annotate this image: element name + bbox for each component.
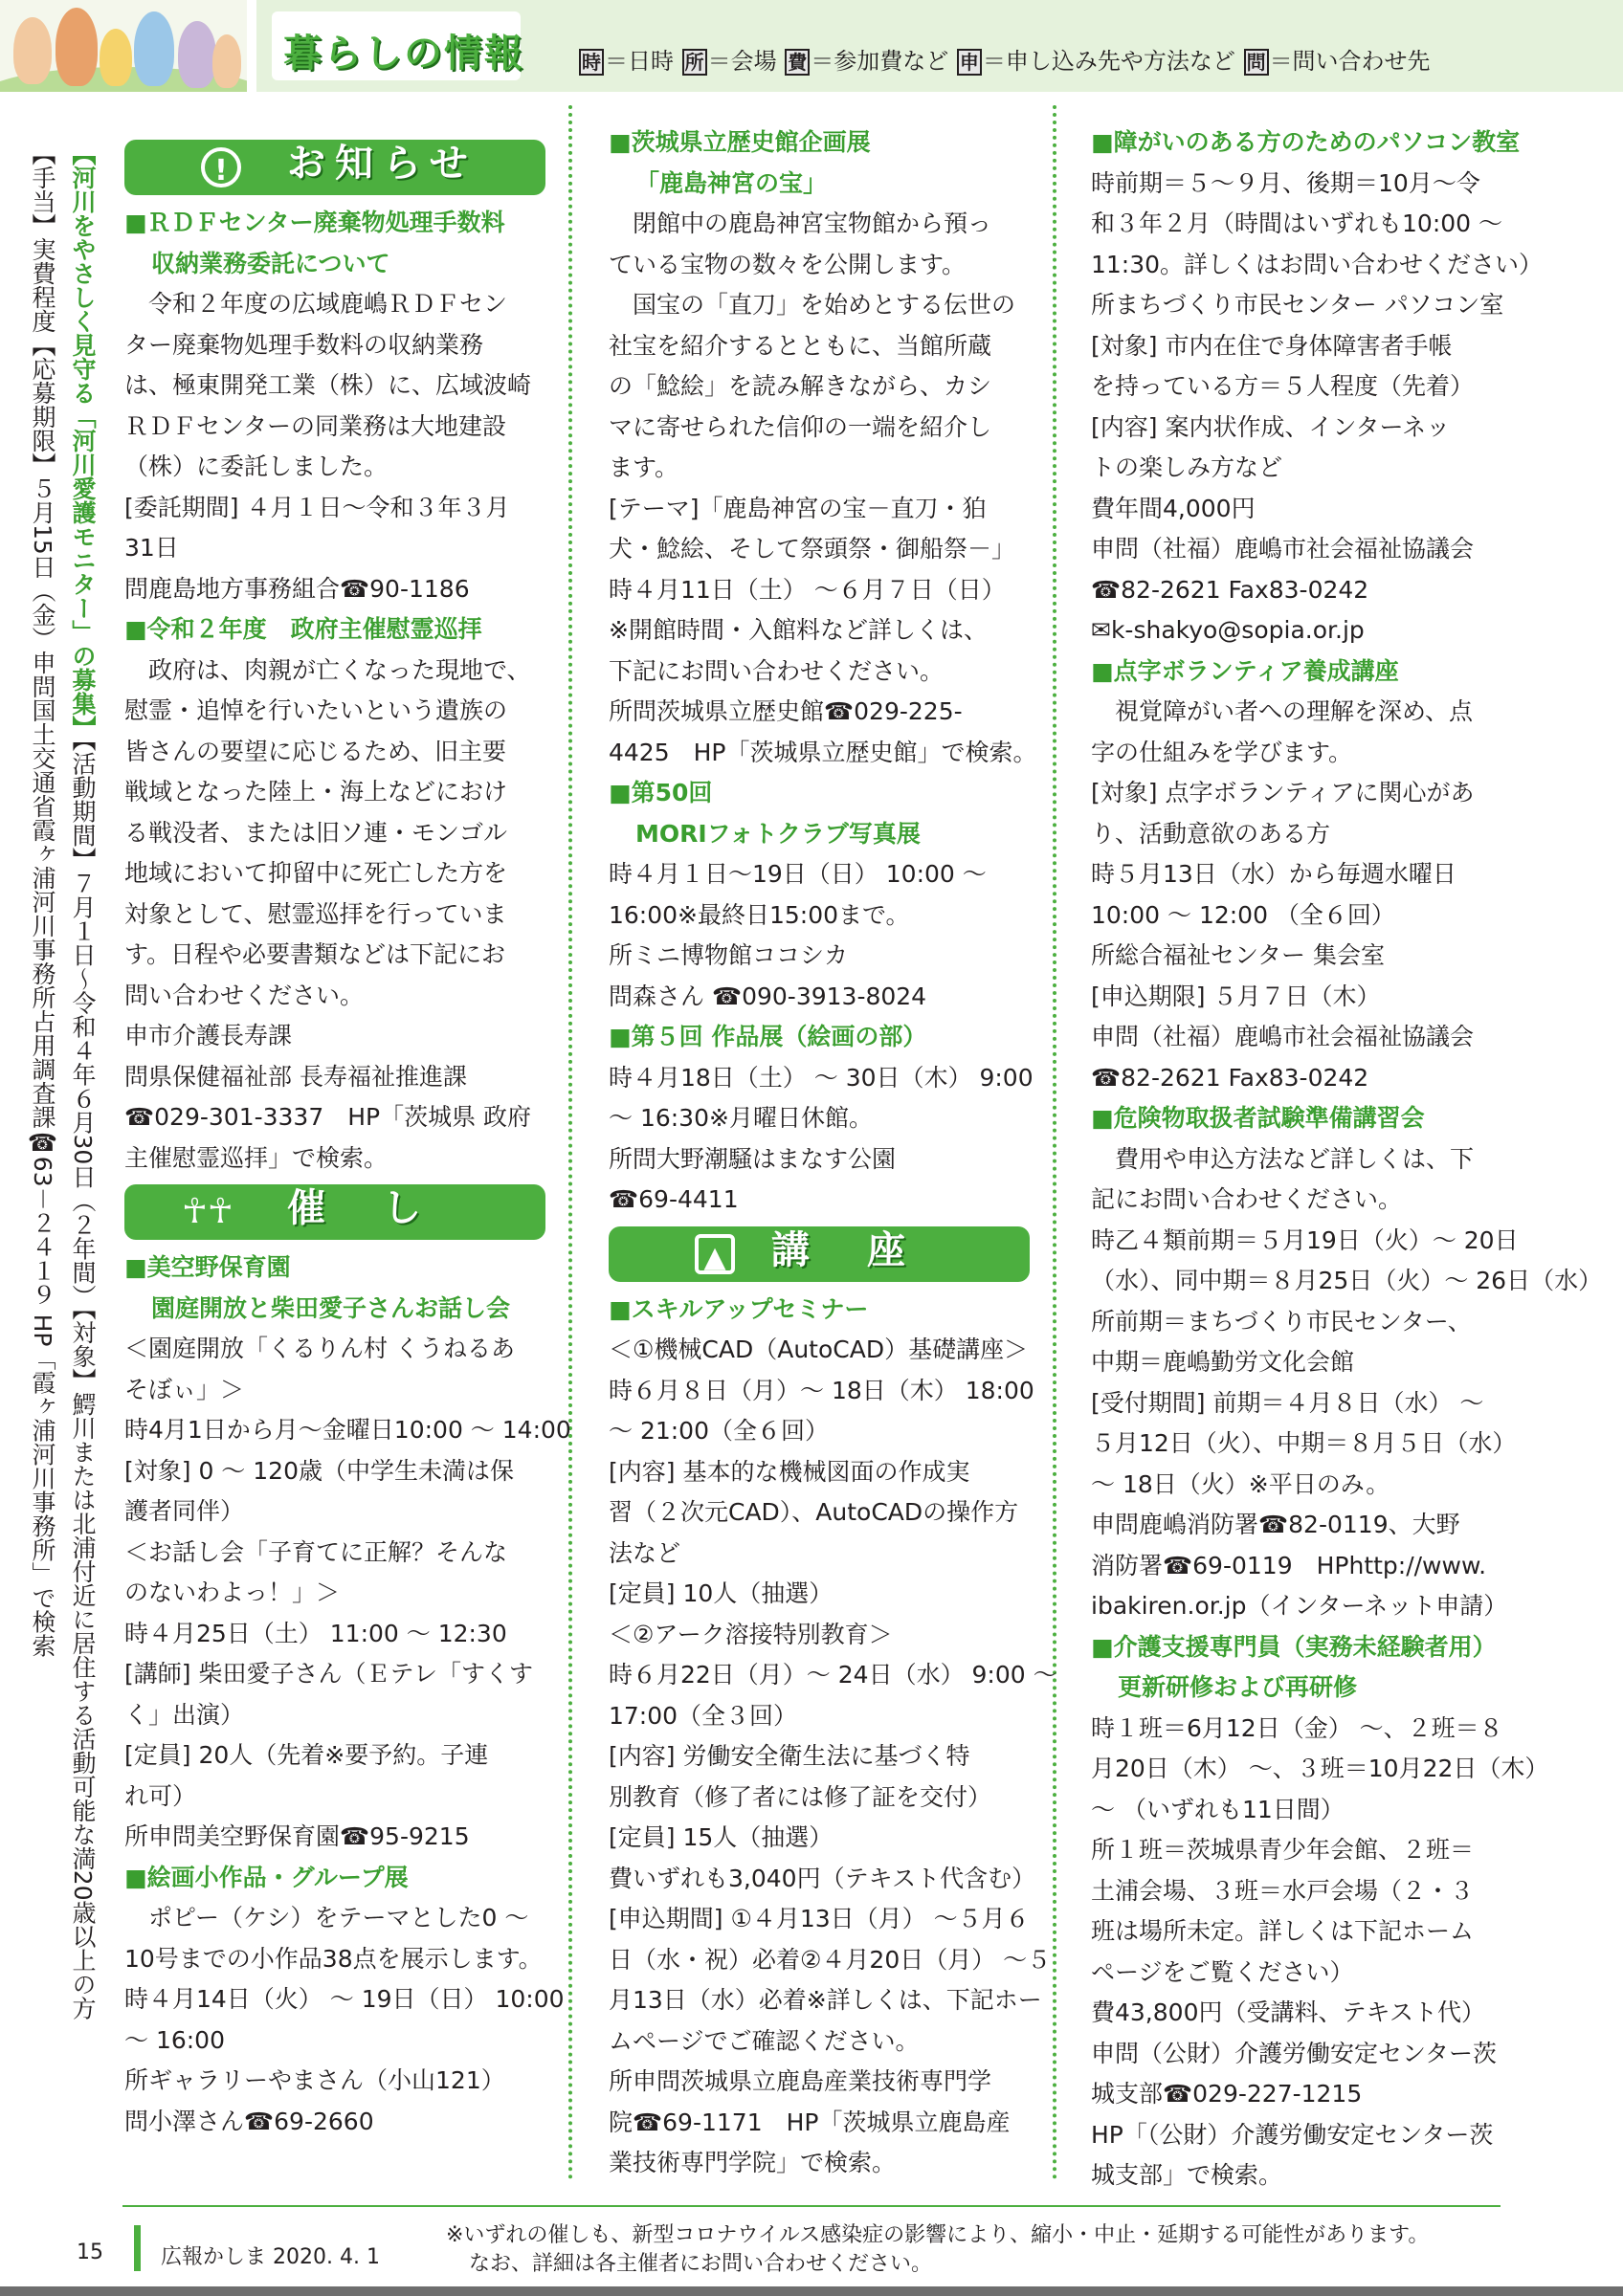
text-line: 申問（社福）鹿嶋市社会福祉協議会 [1091, 535, 1475, 563]
text-line: 10号までの小作品38点を展示します。 [124, 1944, 543, 1973]
item-heading: ■第50回 [609, 779, 713, 806]
text-line: 中期＝鹿嶋勤労文化会館 [1091, 1348, 1355, 1376]
legend-key: 所 [682, 49, 707, 76]
people-icon: ☥☥ [182, 1192, 233, 1231]
text-line: 10:00 ～ 12:00 （全６回） [1091, 900, 1395, 929]
text-line: 月20日（木） ～、３班＝10月22日（木） [1091, 1755, 1549, 1782]
section-title [272, 11, 524, 80]
text-line: 問森さん ☎090-3913-8024 [609, 982, 927, 1010]
column-c [1091, 122, 1603, 2197]
text-line: 記にお問い合わせください。 [1091, 1185, 1403, 1213]
text-line: ☎029-301-3337 HP「茨城県 政府 [124, 1103, 532, 1131]
text-line: 消防署☎69-0119 HPhttp://www. [1091, 1551, 1487, 1579]
text-line: ～ 18日（火）※平日のみ。 [1091, 1469, 1390, 1498]
text-line: 所総合福祉センター 集会室 [1091, 941, 1385, 969]
text-line: 所申問美空野保育園☎95-9215 [124, 1822, 470, 1850]
text-line: 時前期＝５～９月、後期＝10月～令 [1091, 168, 1480, 197]
text-line: 法など [609, 1538, 681, 1567]
text-line: を持っている方＝５人程度（先着） [1091, 372, 1475, 400]
text-line: 時５月13日（水）から毎週水曜日 [1091, 860, 1456, 888]
text-line: 16:00※最終日15:00まで。 [609, 900, 910, 929]
item-heading: MORIフォトクラブ写真展 [635, 819, 921, 848]
text-line: [内容] 労働安全衛生法に基づく特 [609, 1742, 970, 1770]
text-line: ～ （いずれも11日間） [1091, 1795, 1345, 1823]
text-line: 費年間4,000円 [1091, 494, 1256, 522]
vertical-body: 【活動期間】７月１日～令和４年６月30日（２年間）【対象】鰐川または北浦付近に居住する活動可能な満20歳以上の方 [69, 740, 97, 2020]
text-line: ＜②アーク溶接特別教育＞ [609, 1620, 893, 1648]
text-line: 犬・鯰絵、そして祭頭祭・御船祭－」 [609, 535, 1016, 563]
text-line: [内容] 基本的な機械図面の作成実 [609, 1457, 970, 1486]
notice-list [124, 203, 545, 1179]
page-header [0, 0, 1623, 91]
text-line: 費用や申込方法など詳しくは、下 [1091, 1144, 1475, 1173]
text-line: [受付期間] 前期＝４月８日（水） ～ [1091, 1388, 1484, 1417]
text-line: ＜①機械CAD（AutoCAD）基礎講座＞ [609, 1336, 1029, 1363]
text-line: 所まちづくり市民センター パソコン室 [1091, 291, 1504, 319]
text-line: 慰霊・追悼を行いたいという遺族の [124, 696, 508, 724]
legend-key: 問 [1244, 49, 1269, 76]
text-line: 時４月１日～19日（日） 10:00 ～ [609, 860, 987, 888]
text-line: は、極東開発工業（株）に、広域波崎 [124, 371, 532, 399]
text-line: 国宝の「直刀」を始めとする伝世の [609, 291, 1016, 319]
text-line: [委託期間] ４月１日～令和３年３月 [124, 493, 510, 521]
legend-key: 費 [785, 49, 810, 76]
text-line: [対象] 点字ボランティアに関心があ [1091, 779, 1475, 806]
text-line: 班は場所未定。詳しくは下記ホーム [1091, 1917, 1475, 1945]
section-title-text: 暮らしの情報 [283, 32, 524, 76]
column-divider [568, 105, 572, 2181]
text-line: 字の仕組みを学びます。 [1091, 738, 1353, 766]
text-line: 申問（公財）介護労働安定センター茨 [1091, 2039, 1498, 2067]
text-line: トの楽しみ方など [1091, 453, 1283, 481]
text-line: （株）に委託しました。 [124, 453, 389, 480]
text-line: ムページでご確認ください。 [609, 2026, 920, 2055]
text-line: ＜園庭開放「くるりん村 くうねるあ [124, 1335, 515, 1362]
banner-notice [124, 140, 545, 195]
item-heading: ■スキルアップセミナー [609, 1294, 869, 1323]
text-line: 問鹿島地方事務組合☎90-1186 [124, 574, 470, 603]
text-line: 問小澤さん☎69-2660 [124, 2107, 374, 2135]
legend-text: ＝日時 [605, 48, 674, 75]
text-line: 時６月22日（月）～ 24日（水） 9:00 ～ [609, 1661, 1057, 1689]
item-heading: ■美空野保育園 [124, 1253, 291, 1281]
item-heading: ■絵画小作品・グループ展 [124, 1863, 409, 1891]
item-heading: ■茨城県立歴史館企画展 [609, 128, 871, 156]
text-line: 時１班＝6月12日（金） ～、２班＝８ [1091, 1713, 1503, 1742]
legend-key: 申 [957, 49, 982, 76]
text-line: [申込期間] ①４月13日（月） ～５月６ [609, 1905, 1030, 1932]
vertical-column-2 [67, 142, 98, 2055]
text-line: く」出演） [124, 1700, 245, 1729]
column-divider [1053, 105, 1056, 2181]
text-line: ＜お話し会「子育てに正解？そんな [124, 1537, 508, 1566]
text-line: ✉k-shakyo@sopia.or.jp [1091, 616, 1365, 644]
text-line: り、活動意欲のある方 [1091, 819, 1331, 848]
text-line: 日（水・祝）必着②４月20日（月） ～５ [609, 1945, 1052, 1974]
text-line: マに寄せられた信仰の一端を紹介し [609, 412, 992, 441]
vertical-heading: 【河川をやさしく見守る「河川愛護モニター」の募集】 [69, 142, 97, 740]
text-line: 戦域となった陸上・海上などにおけ [124, 778, 508, 806]
text-line: 費43,800円（受講料、テキスト代） [1091, 1998, 1485, 2026]
text-line: 費いずれも3,040円（テキスト代含む） [609, 1864, 1036, 1892]
text-line: 時4月1日から月～金曜日10:00 ～ 14:00 [124, 1416, 571, 1444]
text-line: ibakiren.or.jp（インターネット申請） [1091, 1592, 1508, 1620]
text-line: ５月12日（火）、中期＝８月５日（水） [1091, 1429, 1517, 1457]
column-b [609, 122, 1057, 2184]
item-heading: ■令和２年度 政府主催慰霊巡拝 [124, 615, 482, 643]
text-line: [講師] 柴田愛子さん（Ｅテレ「すくす [124, 1660, 533, 1688]
exclamation-icon: ! [201, 147, 241, 188]
text-line: 対象として、慰霊巡拝を行っていま [124, 899, 507, 928]
item-heading: ■介護支援専門員（実務未経験者用） [1091, 1632, 1497, 1661]
text-line: 31日 [124, 534, 179, 562]
legend-text: ＝参加費など [811, 48, 949, 75]
item-heading: ■点字ボランティア養成講座 [1091, 656, 1399, 685]
text-line: 時４月11日（土） ～６月７日（日） [609, 575, 1006, 604]
text-line: 和３年２月（時間はいずれも10:00 ～ [1091, 210, 1502, 237]
text-line: 院☎69-1171 HP「茨城県立鹿島産 [609, 2108, 1011, 2136]
footer-accent [134, 2225, 141, 2271]
text-line: ます。 [609, 453, 679, 481]
text-line: [テーマ]「鹿島神宮の宝－直刀・狛 [609, 494, 987, 522]
text-line: 所申問茨城県立鹿島産業技術専門学 [609, 2067, 992, 2095]
legend-key: 時 [579, 49, 604, 76]
footnote-line-2: なお、詳細は各主催者にお問い合わせください。 [469, 2252, 933, 2276]
text-line: 業技術専門学院」で検索。 [609, 2149, 897, 2176]
text-line: ☎82-2621 Fax83-0242 [1091, 1063, 1369, 1092]
events-list [124, 1247, 571, 2142]
item-heading: 更新研修および再研修 [1118, 1673, 1358, 1701]
text-line: 城支部」で検索。 [1091, 2161, 1283, 2189]
banner-events-text: 催 し [287, 1186, 431, 1230]
text-line: 政府は、肉親が亡くなった現地で、 [124, 655, 531, 684]
legend-text: ＝会場 [707, 48, 777, 75]
text-line: [定員] 10人（抽選） [609, 1579, 834, 1607]
item-heading: ■障がいのある方のためのパソコン教室 [1091, 128, 1521, 156]
text-line: そぼぃ」＞ [124, 1375, 245, 1403]
bottom-bar [0, 2286, 1623, 2296]
text-line: のないわよっ！」＞ [124, 1578, 341, 1606]
text-line: 下記にお問い合わせください。 [609, 656, 945, 685]
text-line: ポピー（ケシ）をテーマとした0 ～ [124, 1904, 529, 1932]
legend-text: ＝問い合わせ先 [1269, 48, 1431, 75]
text-line: [内容] 案内状作成、インターネッ [1091, 412, 1451, 441]
text-line: 地域において抑留中に死亡した方を [124, 859, 508, 887]
text-line: [申込期限] ５月７日（木） [1091, 982, 1381, 1010]
banner-courses-text: 講 座 [771, 1227, 915, 1272]
item-heading: ■ＲＤＦセンター廃棄物処理手数料 [124, 209, 505, 236]
text-line: 17:00（全３回） [609, 1701, 798, 1730]
text-line: [定員] 15人（抽選） [609, 1823, 834, 1851]
item-heading: 収納業務委託について [151, 249, 390, 277]
text-line: 時６月８日（月）～ 18日（木） 18:00 [609, 1376, 1034, 1404]
text-line: 所問大野潮騒はまなす公園 [609, 1144, 897, 1173]
text-line: [対象] 0 ～ 120歳（中学生未満は保 [124, 1456, 514, 1485]
text-line: [定員] 20人（先着※要予約。子連 [124, 1741, 489, 1769]
text-line: 時４月14日（火） ～ 19日（日） 10:00 [124, 1985, 565, 2013]
legend-text: ＝申し込み先や方法など [982, 48, 1235, 75]
text-line: ＲＤＦセンターの同業務は大地建設 [124, 411, 507, 440]
text-line: 社宝を紹介するとともに、当館所蔵 [609, 331, 992, 360]
symbol-legend [578, 42, 1431, 76]
text-line: 皆さんの要望に応じるため、旧主要 [124, 737, 507, 765]
text-line: ページをご覧ください） [1091, 1957, 1354, 1986]
courses-list-2 [1091, 122, 1603, 2197]
courses-list [609, 1290, 1057, 2184]
text-line: 別教育（修了者には修了証を交付） [609, 1782, 992, 1811]
banner-courses [609, 1226, 1030, 1282]
text-line: る戦没者、または旧ソ連・モンゴル [124, 818, 508, 847]
text-line: ☎69-4411 [609, 1185, 739, 1213]
text-line: 護者同伴） [124, 1497, 245, 1525]
text-line: 所ミニ博物館ココシカ [609, 941, 849, 969]
banner-events [124, 1184, 545, 1240]
stamp-icon: ▲ [695, 1234, 735, 1274]
item-heading: 園庭開放と柴田愛子さんお話し会 [151, 1293, 511, 1322]
text-line: 月13日（水）必着※詳しくは、下記ホー [609, 1986, 1042, 2014]
text-line: 習（２次元CAD）、AutoCADの操作方 [609, 1498, 1019, 1526]
text-line: ター廃棄物処理手数料の収納業務 [124, 330, 484, 359]
text-line: 所問茨城県立歴史館☎029-225- [609, 697, 963, 725]
family-illustration [0, 0, 247, 92]
text-line: ※開館時間・入館料など詳しくは、 [609, 616, 988, 644]
item-heading: ■第５回 作品展（絵画の部） [609, 1023, 927, 1050]
banner-notice-text: お知らせ [287, 142, 478, 186]
text-line: 主催慰霊巡拝」で検索。 [124, 1143, 389, 1172]
text-line: 閉館中の鹿島神宮宝物館から預っ [609, 210, 992, 237]
page-number: 15 [77, 2241, 103, 2264]
text-line: の「鯰絵」を読み解きながら、カシ [609, 372, 992, 400]
column-a [124, 134, 571, 2142]
text-line: 申問鹿嶋消防署☎82-0119、大野 [1091, 1511, 1460, 1538]
text-line: 問県保健福祉部 長寿福祉推進課 [124, 1062, 467, 1091]
publication-name: 広報かしま 2020. 4. 1 [161, 2245, 380, 2269]
text-line: 時４月25日（土） 11:00 ～ 12:30 [124, 1619, 507, 1647]
text-line: 城支部☎029-227-1215 [1091, 2080, 1363, 2108]
footnote [446, 2221, 1429, 2279]
text-line: （水）、同中期＝８月25日（火）～ 26日（水） [1091, 1267, 1603, 1294]
text-line: 申問（社福）鹿嶋市社会福祉協議会 [1091, 1023, 1475, 1050]
text-line: 時乙４類前期＝５月19日（火）～ 20日 [1091, 1225, 1519, 1254]
text-line: 11:30。詳しくはお問い合わせください） [1091, 250, 1544, 278]
text-line: ～ 16:00 [124, 2025, 225, 2054]
text-line: [対象] 市内在住で身体障害者手帳 [1091, 331, 1453, 360]
footer-rule [122, 2205, 1501, 2207]
text-line: れ可） [124, 1781, 197, 1810]
events-list-2 [609, 122, 1037, 1221]
item-heading: 「鹿島神宮の宝」 [635, 168, 828, 197]
text-line: ～ 16:30※月曜日休館。 [609, 1104, 873, 1132]
text-line: 所ギャラリーやまさん（小山121） [124, 2066, 505, 2094]
vertical-column-1: 【手当】実費程度【応募期限】５月15日（金）申問国土交通省霞ヶ浦河川事務所占用調査課☎63－２４１９ HP「霞ヶ浦河川事務所」で検索 [29, 142, 56, 1658]
text-line: す。日程や必要書類などは下記にお [124, 940, 506, 968]
text-line: ☎82-2621 Fax83-0242 [1091, 575, 1369, 604]
text-line: ～ 21:00（全６回） [609, 1417, 829, 1445]
text-line: 令和２年度の広域鹿嶋ＲＤＦセン [124, 290, 508, 318]
text-line: 4425 HP「茨城県立歴史館」で検索。 [609, 738, 1037, 766]
text-line: 所１班＝茨城県青少年会館、２班＝ [1091, 1836, 1475, 1864]
text-line: 所前期＝まちづくり市民センター、 [1091, 1307, 1472, 1336]
footnote-line-1: ※いずれの催しも、新型コロナウイルス感染症の影響により、縮小・中止・延期する可能性があります。 [446, 2223, 1430, 2247]
text-line: ている宝物の数々を公開します。 [609, 250, 967, 278]
text-line: 時４月18日（土） ～ 30日（木） 9:00 [609, 1063, 1034, 1092]
text-line: 問い合わせください。 [124, 981, 365, 1009]
text-line: HP「（公財）介護労働安定センター茨 [1091, 2120, 1494, 2149]
text-line: 視覚障がい者への理解を深め、点 [1091, 697, 1474, 725]
text-line: 土浦会場、３班＝水戸会場（２・３ [1091, 1876, 1475, 1905]
item-heading: ■危険物取扱者試験準備講習会 [1091, 1104, 1425, 1132]
text-line: 申市介護長寿課 [124, 1022, 293, 1049]
